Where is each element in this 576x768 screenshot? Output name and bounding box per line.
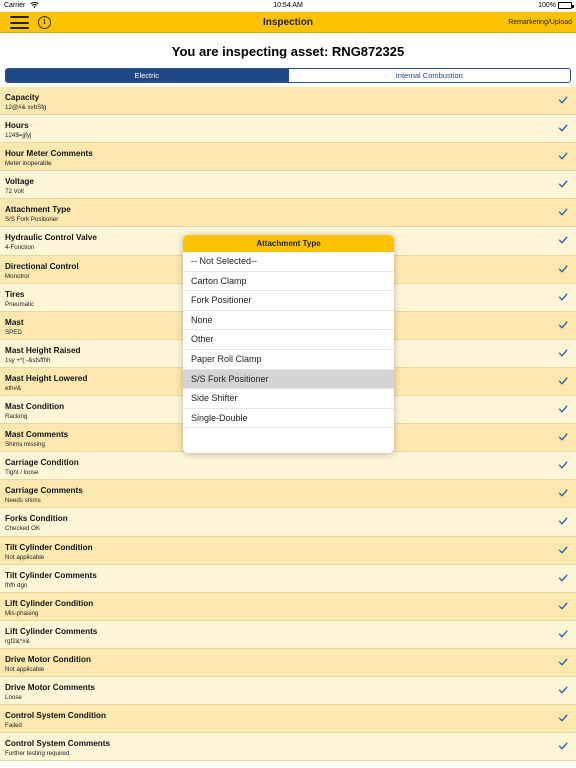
inspection-field-row[interactable]	[0, 480, 576, 508]
field-label: Forks Condition	[5, 514, 68, 524]
field-value: Checked OK	[5, 525, 41, 533]
field-label: Directional Control	[5, 261, 79, 271]
checkmark-icon	[558, 488, 568, 498]
checkmark-icon	[558, 629, 568, 639]
checkmark-icon	[558, 123, 568, 133]
inspection-field-row[interactable]	[0, 508, 576, 536]
inspection-field-row[interactable]	[0, 565, 576, 593]
inspection-field-row[interactable]	[0, 199, 576, 227]
field-value: 124$=jjfyj	[5, 132, 32, 140]
picker-option[interactable]: S/S Fork Positioner	[183, 370, 394, 390]
checkmark-icon	[558, 685, 568, 695]
power-type-segmented-control	[5, 68, 571, 83]
checkmark-icon	[558, 348, 568, 358]
inspection-field-row[interactable]	[0, 677, 576, 705]
checkmark-icon	[558, 460, 568, 470]
checkmark-icon	[558, 741, 568, 751]
inspection-field-row[interactable]	[0, 705, 576, 733]
checkmark-icon	[558, 601, 568, 611]
field-value: 4-Function	[5, 244, 35, 252]
field-value: Loose	[5, 693, 22, 701]
field-value: 12@#& xvbSfg	[5, 104, 47, 111]
field-label: Tilt Cylinder Condition	[5, 542, 93, 552]
inspection-field-row[interactable]	[0, 649, 576, 677]
checkmark-icon	[558, 151, 568, 161]
picker-option[interactable]: Paper Roll Clamp	[183, 350, 394, 370]
field-value: 72 Volt	[5, 188, 24, 196]
field-value: Racking	[5, 413, 28, 421]
field-value: Pneumatic	[5, 300, 35, 308]
field-label: Mast Height Lowered	[5, 373, 88, 383]
checkmark-icon	[558, 573, 568, 583]
field-label: Tires	[5, 289, 25, 299]
field-value: Shims missing	[5, 441, 45, 449]
picker-option[interactable]: None	[183, 311, 394, 331]
field-label: Carriage Condition	[5, 458, 79, 468]
field-label: Lift Cylinder Comments	[5, 626, 98, 636]
picker-option[interactable]: Side Shifter	[183, 389, 394, 409]
field-value: S/S Fork Positioner	[5, 216, 59, 224]
checkmark-icon	[558, 545, 568, 555]
checkmark-icon	[558, 404, 568, 414]
field-value: Further testing required	[5, 750, 70, 758]
checkmark-icon	[558, 376, 568, 386]
navigation-bar	[0, 12, 576, 33]
tab-internal-combustion[interactable]: Internal Combustion	[288, 69, 571, 82]
field-value: Meter inoperable	[5, 160, 52, 168]
inspection-field-row[interactable]	[0, 452, 576, 480]
checkmark-icon	[558, 264, 568, 274]
field-label: Control System Comments	[5, 739, 111, 749]
info-icon[interactable]: i	[38, 16, 51, 29]
inspection-field-row[interactable]	[0, 621, 576, 649]
status-bar	[0, 0, 576, 12]
attachment-type-picker	[183, 235, 394, 453]
clock: 10:54 AM	[273, 2, 303, 9]
inspection-field-row[interactable]	[0, 143, 576, 171]
field-value: Not applicable	[5, 553, 45, 561]
field-value: eth#&	[5, 384, 22, 392]
checkmark-icon	[558, 320, 568, 330]
picker-option[interactable]: Carton Clamp	[183, 272, 394, 292]
field-label: Carriage Comments	[5, 486, 83, 496]
inspection-field-row[interactable]	[0, 115, 576, 143]
field-value: 1sy +*( -&sfsffhh	[5, 356, 51, 364]
carrier-label: Carrier	[4, 2, 26, 9]
checkmark-icon	[558, 657, 568, 667]
checkmark-icon	[558, 235, 568, 245]
field-value: SPED	[5, 328, 22, 336]
field-label: Lift Cylinder Condition	[5, 598, 94, 608]
picker-option[interactable]: Fork Positioner	[183, 291, 394, 311]
inspection-field-row[interactable]	[0, 593, 576, 621]
checkmark-icon	[558, 432, 568, 442]
field-label: Mast Condition	[5, 402, 65, 412]
field-label: Capacity	[5, 93, 40, 102]
field-label: Hydraulic Control Valve	[5, 233, 97, 243]
field-value: Tight / loose	[5, 469, 39, 477]
field-value: Not applicable	[5, 665, 45, 673]
field-value: rgf2&*#&	[5, 637, 30, 645]
checkmark-icon	[558, 207, 568, 217]
page-title: Inspection	[262, 17, 313, 28]
field-label: Tilt Cylinder Comments	[5, 570, 97, 580]
field-label: Hours	[5, 121, 29, 131]
field-label: Control System Condition	[5, 711, 106, 721]
inspection-field-row[interactable]	[0, 87, 576, 115]
tab-electric[interactable]: Electric	[6, 69, 288, 82]
field-value: Monotrol	[5, 272, 30, 280]
picker-option-list	[183, 252, 394, 428]
checkmark-icon	[558, 516, 568, 526]
field-value: Mis-phasing	[5, 609, 39, 617]
remarketing-upload-link[interactable]: Remarketing/Upload	[508, 19, 572, 26]
field-label: Attachment Type	[5, 205, 71, 215]
field-value: fhfh dgn	[5, 581, 28, 589]
field-value: Needs shims	[5, 497, 41, 505]
checkmark-icon	[558, 713, 568, 723]
checkmark-icon	[558, 292, 568, 302]
field-label: Drive Motor Comments	[5, 682, 96, 692]
asset-heading: You are inspecting asset: RNG872325	[171, 44, 405, 59]
field-label: Mast Height Raised	[5, 345, 81, 355]
battery-icon	[558, 2, 572, 9]
field-value: Failed	[5, 722, 22, 730]
inspection-field-row[interactable]	[0, 733, 576, 761]
picker-title: Attachment Type	[183, 235, 394, 252]
field-label: Mast	[5, 317, 24, 327]
battery-percentage: 100%	[538, 2, 556, 9]
field-label: Mast Comments	[5, 430, 69, 440]
inspection-field-row[interactable]	[0, 171, 576, 199]
picker-option[interactable]: Single-Double	[183, 409, 394, 429]
inspection-field-row[interactable]	[0, 537, 576, 565]
field-label: Voltage	[5, 177, 34, 187]
checkmark-icon	[558, 95, 568, 105]
picker-option[interactable]: Other	[183, 330, 394, 350]
picker-option[interactable]: -- Not Selected--	[183, 252, 394, 272]
field-label: Drive Motor Condition	[5, 654, 91, 664]
field-label: Hour Meter Comments	[5, 149, 93, 159]
checkmark-icon	[558, 179, 568, 189]
